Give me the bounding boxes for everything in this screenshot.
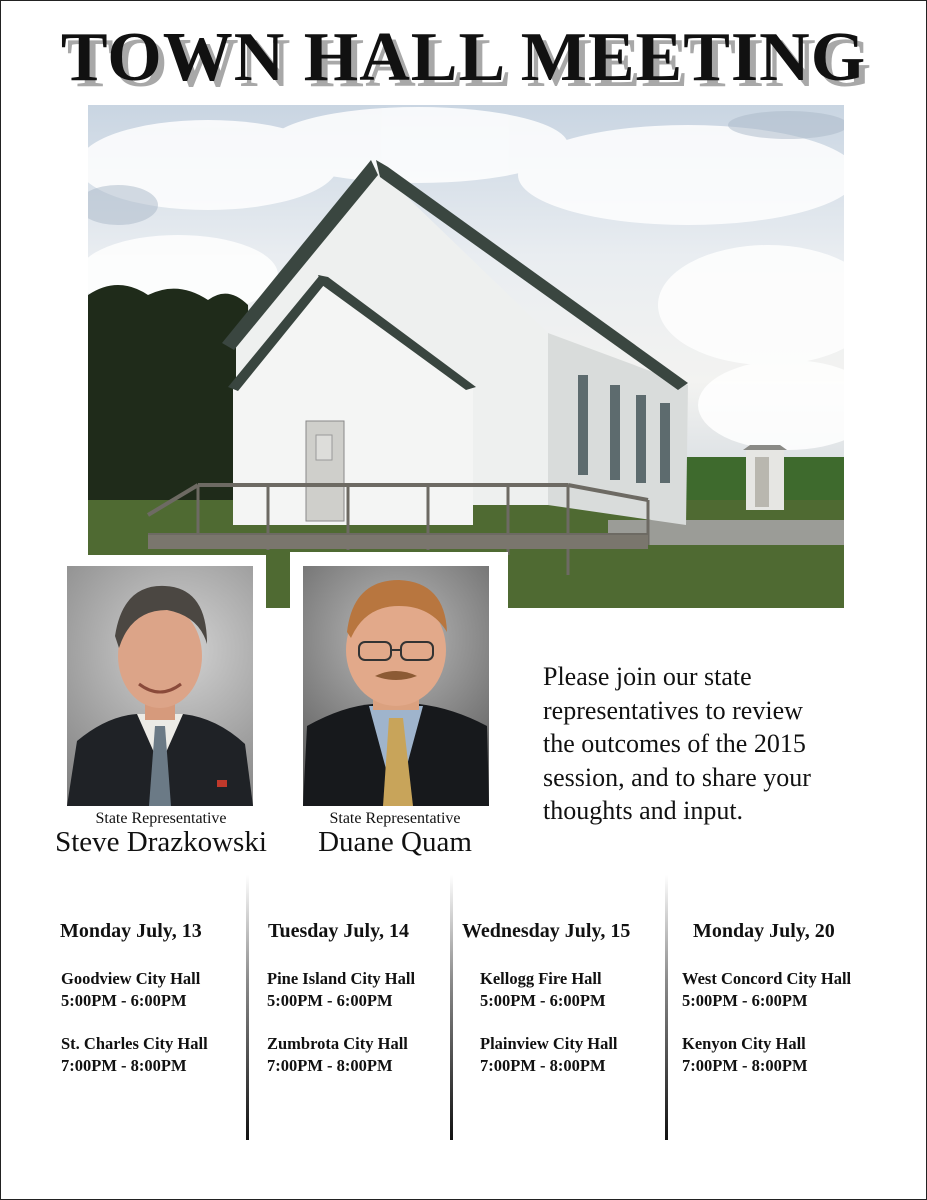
schedule-day: Monday July, 13 [60,920,202,942]
session-time: 5:00PM - 6:00PM [682,991,808,1010]
town-hall-photo [88,105,844,608]
schedule-day: Monday July, 20 [693,920,835,942]
rep-title-1: State Representative [95,810,227,827]
session-time: 7:00PM - 8:00PM [61,1056,187,1075]
schedule-column-3 [462,920,662,1077]
session-location: St. Charles City Hall [61,1034,208,1053]
session-location: West Concord City Hall [682,969,852,988]
session-time: 5:00PM - 6:00PM [480,991,606,1010]
intro-line: the outcomes of the 2015 [543,729,806,758]
intro-text [543,660,873,828]
session-time: 7:00PM - 8:00PM [682,1056,808,1075]
rep-name-2: Duane Quam [318,826,472,858]
intro-line: Please join our state [543,662,752,691]
page-title: TOWN HALL MEETING [60,19,867,96]
schedule-day: Tuesday July, 14 [268,920,409,942]
session-location: Pine Island City Hall [267,969,416,988]
session-time: 5:00PM - 6:00PM [61,991,187,1010]
session-location: Zumbrota City Hall [267,1034,408,1053]
session-time: 7:00PM - 8:00PM [480,1056,606,1075]
intro-line: thoughts and input. [543,796,744,825]
column-divider [665,875,668,1140]
schedule-column-2 [268,920,468,1077]
intro-line: session, and to share your [543,762,811,792]
schedule-day: Wednesday July, 15 [462,920,631,942]
session-location: Kellogg Fire Hall [480,969,602,988]
portrait-duane-quam [303,566,489,806]
intro-line: representatives to review [543,695,803,725]
portrait-steve-drazkowski [67,566,253,806]
rep-name-1: Steve Drazkowski [55,826,267,858]
schedule-column-1 [60,920,260,1077]
session-time: 5:00PM - 6:00PM [267,991,393,1010]
session-time: 7:00PM - 8:00PM [267,1056,393,1075]
session-location: Kenyon City Hall [682,1034,806,1053]
schedule-column-4 [682,920,893,1077]
session-location: Goodview City Hall [61,969,201,988]
rep-title-2: State Representative [329,810,461,827]
session-location: Plainview City Hall [480,1034,618,1053]
